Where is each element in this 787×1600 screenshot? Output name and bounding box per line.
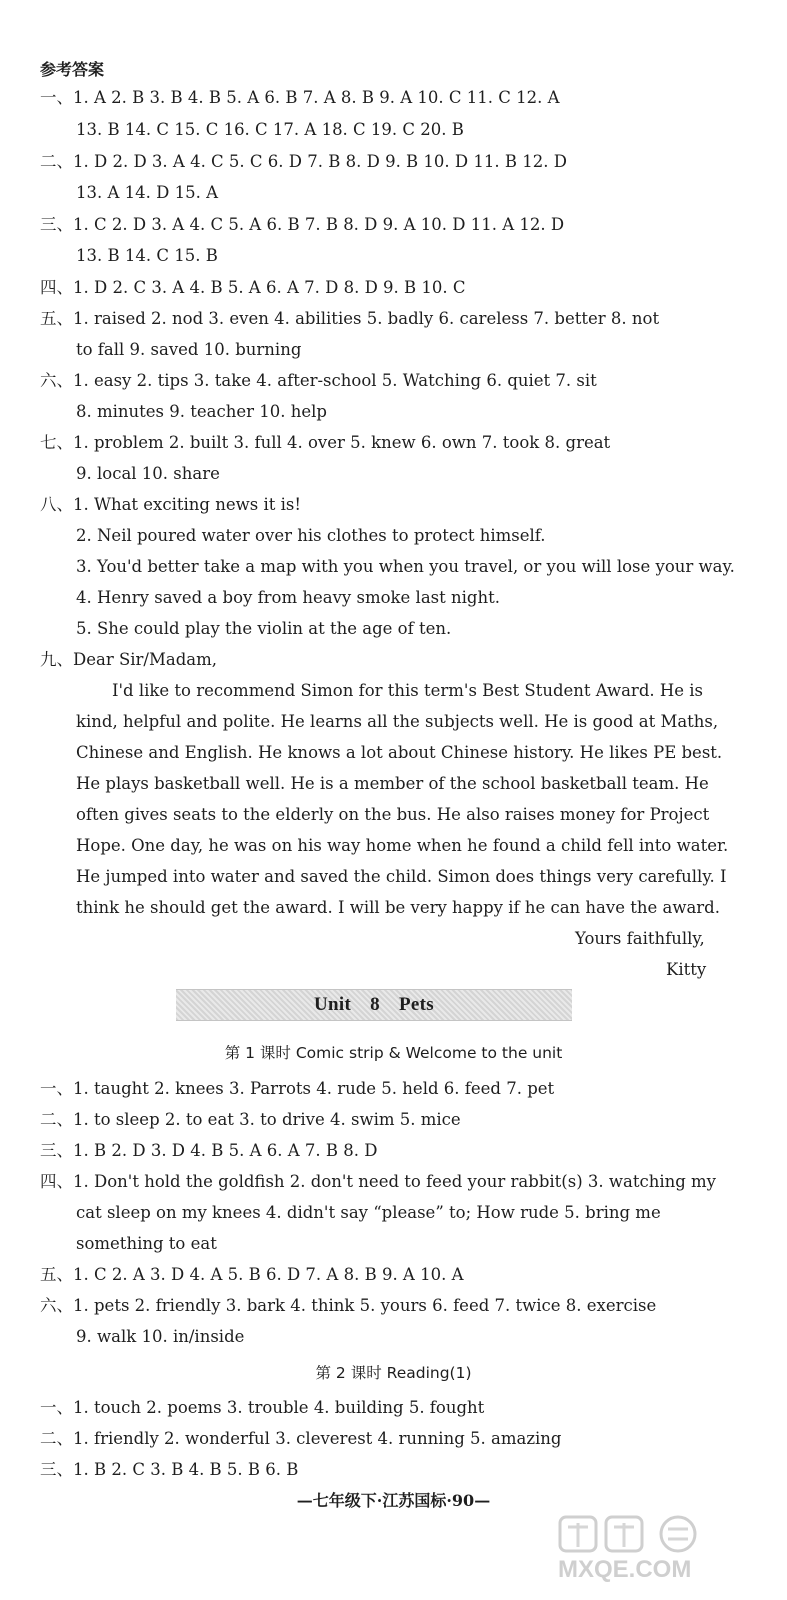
answer-line: 八、1. What exciting news it is! [40, 495, 301, 514]
answer-line: Chinese and English. He knows a lot about Chinese history. He likes PE best. [76, 743, 723, 762]
answer-line: 13. B 14. C 15. B [76, 246, 218, 265]
answer-line: something to eat [76, 1234, 217, 1253]
answer-line: 5. She could play the violin at the age of ten. [76, 619, 452, 638]
page-footer: —七年级下·江苏国标·90— [296, 1491, 491, 1510]
answer-line: cat sleep on my knees 4. didn't say “please” to; How rude 5. bring me [76, 1203, 661, 1222]
answer-line: 三、1. B 2. D 3. D 4. B 5. A 6. A 7. B 8. D [40, 1141, 378, 1160]
answer-line: He plays basketball well. He is a member of the school basketball team. He [76, 774, 709, 793]
answer-line: 一、1. touch 2. poems 3. trouble 4. building 5. fought [40, 1398, 485, 1417]
answer-line: He jumped into water and saved the child. Simon does things very carefully. I [76, 867, 727, 886]
unit-banner [176, 989, 572, 1021]
answer-line: 三、1. B 2. C 3. B 4. B 5. B 6. B [40, 1460, 299, 1479]
answer-line: think he should get the award. I will be very happy if he can have the award. [76, 898, 720, 917]
answer-line: 二、1. D 2. D 3. A 4. C 5. C 6. D 7. B 8. D 9. B 10. D 11. B 12. D [40, 152, 567, 171]
answer-line: 9. local 10. share [76, 464, 220, 483]
answer-line: 13. B 14. C 15. C 16. C 17. A 18. C 19. C 20. B [76, 120, 464, 139]
answer-line: 二、1. to sleep 2. to eat 3. to drive 4. swim 5. mice [40, 1110, 461, 1129]
answer-line: 五、1. raised 2. nod 3. even 4. abilities 5. badly 6. careless 7. better 8. not [40, 309, 660, 328]
answer-line: 六、1. easy 2. tips 3. take 4. after-school 5. Watching 6. quiet 7. sit [40, 371, 597, 390]
lesson-2-heading: 第 2 课时 Reading(1) [315, 1364, 472, 1382]
answer-line: Kitty [666, 960, 707, 979]
page-header: 参考答案 [40, 60, 105, 79]
answer-line: 3. You'd better take a map with you when you travel, or you will lose your way. [76, 557, 735, 576]
answer-line: 一、1. taught 2. knees 3. Parrots 4. rude 5. held 6. feed 7. pet [40, 1079, 555, 1098]
answer-line: I'd like to recommend Simon for this term's Best Student Award. He is [112, 681, 704, 700]
answer-line: 一、1. A 2. B 3. B 4. B 5. A 6. B 7. A 8. B 9. A 10. C 11. C 12. A [40, 88, 560, 107]
answer-line: to fall 9. saved 10. burning [76, 340, 302, 359]
watermark-text: MXQE.COM [558, 1556, 692, 1583]
lesson-1-heading: 第 1 课时 Comic strip & Welcome to the unit [224, 1044, 563, 1062]
answer-line: Hope. One day, he was on his way home when he found a child fell into water. [76, 836, 729, 855]
answer-line: Yours faithfully, [575, 929, 705, 948]
answer-line: 三、1. C 2. D 3. A 4. C 5. A 6. B 7. B 8. D 9. A 10. D 11. A 12. D [40, 215, 565, 234]
answer-line: 9. walk 10. in/inside [76, 1327, 245, 1346]
answer-line: kind, helpful and polite. He learns all the subjects well. He is good at Maths, [76, 712, 719, 731]
answer-line: 六、1. pets 2. friendly 3. bark 4. think 5. yours 6. feed 7. twice 8. exercise [40, 1296, 657, 1315]
answer-line: 七、1. problem 2. built 3. full 4. over 5. knew 6. own 7. took 8. great [40, 433, 611, 452]
answer-line: 五、1. C 2. A 3. D 4. A 5. B 6. D 7. A 8. B 9. A 10. A [40, 1265, 464, 1284]
answer-line: 13. A 14. D 15. A [76, 183, 219, 202]
answer-line: 2. Neil poured water over his clothes to protect himself. [76, 526, 546, 545]
answer-line: 二、1. friendly 2. wonderful 3. cleverest 4. running 5. amazing [40, 1429, 562, 1448]
answer-line: 四、1. D 2. C 3. A 4. B 5. A 6. A 7. D 8. D 9. B 10. C [40, 278, 466, 297]
unit-title: Unit 8 Pets [314, 994, 434, 1015]
watermark-logo-icon [548, 1515, 768, 1585]
answer-line: 8. minutes 9. teacher 10. help [76, 402, 327, 421]
answer-line: 四、1. Don't hold the goldfish 2. don't need to feed your rabbit(s) 3. watching my [40, 1172, 717, 1191]
answer-line: 4. Henry saved a boy from heavy smoke last night. [76, 588, 500, 607]
answer-line: 九、Dear Sir/Madam, [40, 650, 218, 669]
answer-line: often gives seats to the elderly on the bus. He also raises money for Project [76, 805, 710, 824]
